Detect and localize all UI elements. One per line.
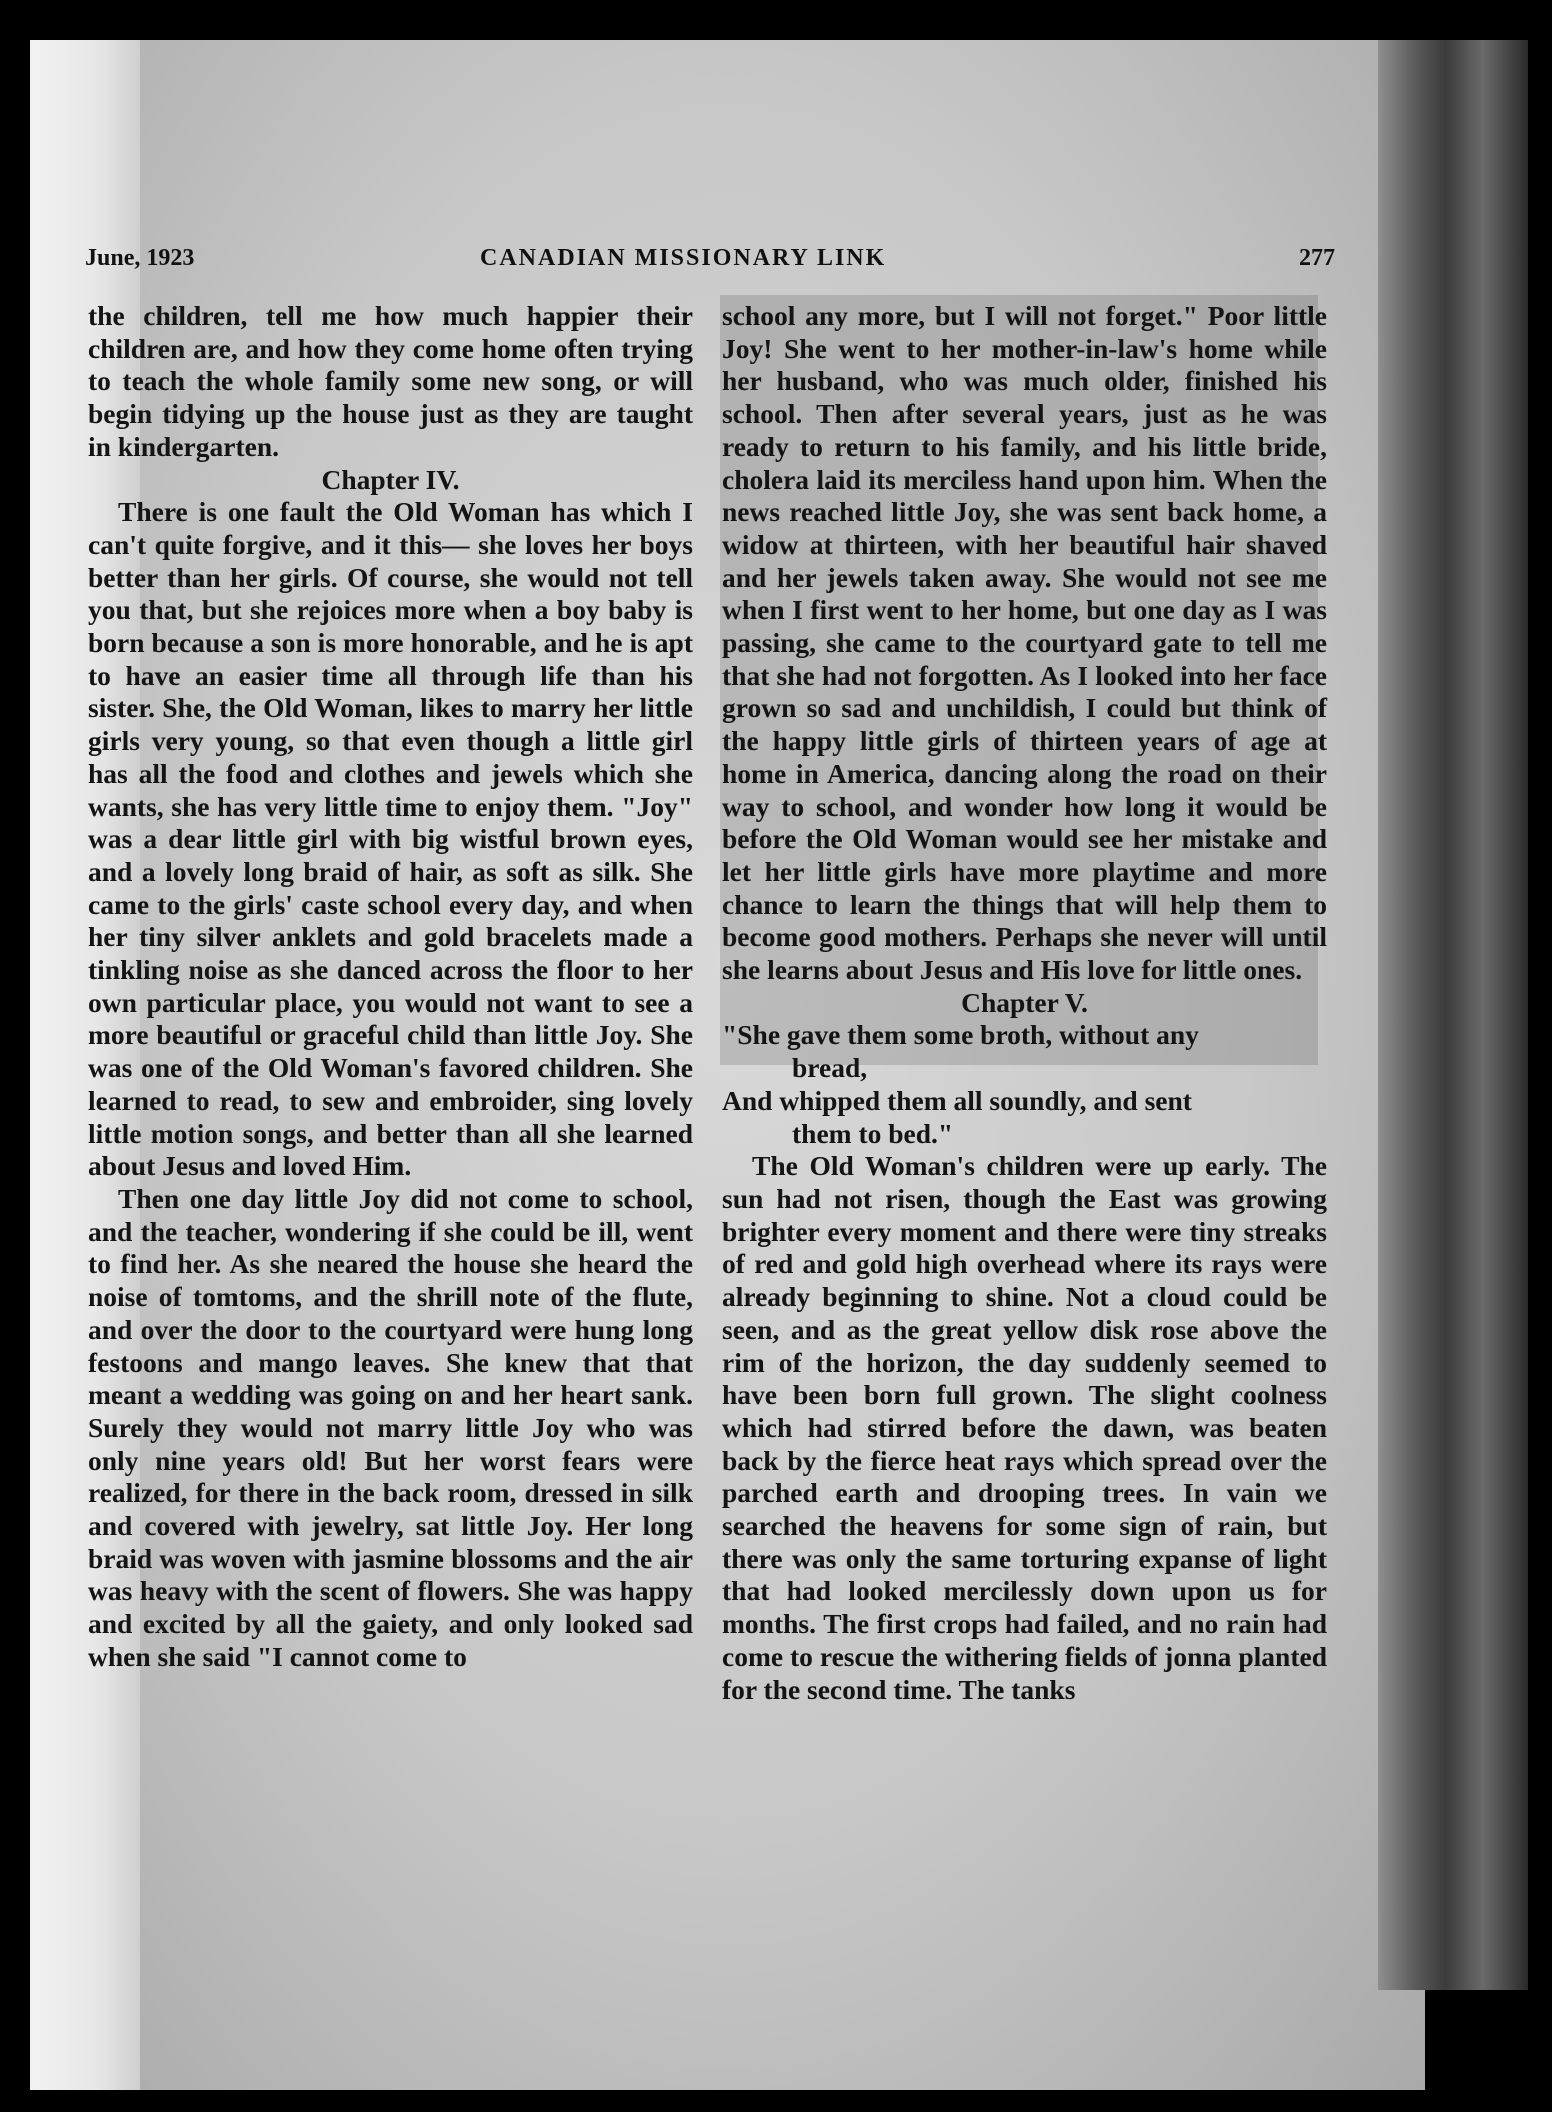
header-page-number: 277 — [1299, 245, 1335, 271]
right-column — [722, 300, 1327, 1706]
left-paragraph-2: There is one fault the Old Woman has which I can't quite forgive, and it this— she loves her boys better than her girls. Of course, she would not tell you that, but she rejoices more when a boy baby is born because a son is more honorable, and he is apt to have an easier time all through life than his sister. She, the Old Woman, likes to marry her little girls very young, so that even though a little girl has all the food and clothes and jewels which she wants, she has very little time to enjoy them. "Joy" was a dear little girl with big wistful brown eyes, and a lovely long braid of hair, as soft as silk. She came to the girls' caste school every day, and when her tiny silver anklets and gold bracelets made a tinkling noise as she danced across the floor to her own particular place, you would not want to see a more beautiful or graceful child than little Joy. She was one of the Old Woman's favored children. She learned to read, to sew and embroider, sing lovely little motion songs, and better than all she learned about Jesus and loved Him. — [88, 496, 693, 1182]
verse-line-1-cont: bread, — [792, 1052, 868, 1084]
verse-quote — [722, 1019, 1327, 1150]
left-paragraph-3: Then one day little Joy did not come to school, and the teacher, wondering if she could be ill, went to find her. As she neared the house she heard the noise of tomtoms, and the shrill note of the flute, and over the door to the courtyard were hung long festoons and mango leaves. She knew that that meant a wedding was going on and her heart sank. Surely they would not marry little Joy who was only nine years old! But her worst fears were realized, for there in the back room, dressed in silk and covered with jewelry, sat little Joy. Her long braid was woven with jasmine blossoms and the air was heavy with the scent of flowers. She was happy and excited by all the gaiety, and only looked sad when she said "I cannot come to — [88, 1182, 693, 1672]
chapter-iv-heading: Chapter IV. — [321, 463, 460, 495]
verse-line-1: "She gave them some broth, without any — [722, 1019, 1199, 1051]
header-date: June, 1923 — [85, 245, 195, 271]
running-header — [85, 245, 1335, 285]
header-title: CANADIAN MISSIONARY LINK — [480, 245, 887, 271]
verse-line-2-cont: them to bed." — [792, 1117, 954, 1149]
right-paragraph-1: school any more, but I will not forget." Poor little Joy! She went to her mother-in-law's home while her husband, who was much older, finished his school. Then after several years, just as he was ready to return to his family, and his little bride, cholera laid its merciless hand upon him. When the news reached little Joy, she was sent back home, a widow at thirteen, with her beautiful hair shaved and her jewels taken away. She would not see me when I first went to her home, but one day as I was passing, she came to the courtyard gate to tell me that she had not forgotten. As I looked into her face grown so sad and unchildish, I could but think of the happy little girls of thirteen years of age at home in America, dancing along the road on their way to school, and wonder how long it would be before the Old Woman would see her mistake and let her little girls have more playtime and more chance to learn the things that will help them to become good mothers. Perhaps she never will until she learns about Jesus and His love for little ones. — [722, 300, 1327, 986]
book-page-edges — [1378, 40, 1528, 1990]
left-column — [88, 300, 693, 1674]
verse-line-2: And whipped them all soundly, and sent — [722, 1084, 1192, 1116]
chapter-v-heading: Chapter V. — [961, 986, 1088, 1018]
left-paragraph-1: the children, tell me how much happier their children are, and how they come home often trying to teach the whole family some new song, or will begin tidying up the house just as they are taught in kindergarten. — [88, 300, 693, 462]
right-paragraph-2: The Old Woman's children were up early. The sun had not risen, though the East was growing brighter every moment and there were tiny streaks of red and gold high overhead where its rays were already beginning to shine. Not a cloud could be seen, and as the great yellow disk rose above the rim of the horizon, the day suddenly seemed to have been born full grown. The slight coolness which had stirred before the dawn, was beaten back by the fierce heat rays which spread over the parched earth and drooping trees. In vain we searched the heavens for some sign of rain, but there was only the same torturing expanse of light that had looked mercilessly down upon us for months. The first crops had failed, and no rain had come to rescue the withering fields of jonna planted for the second time. The tanks — [722, 1150, 1327, 1705]
